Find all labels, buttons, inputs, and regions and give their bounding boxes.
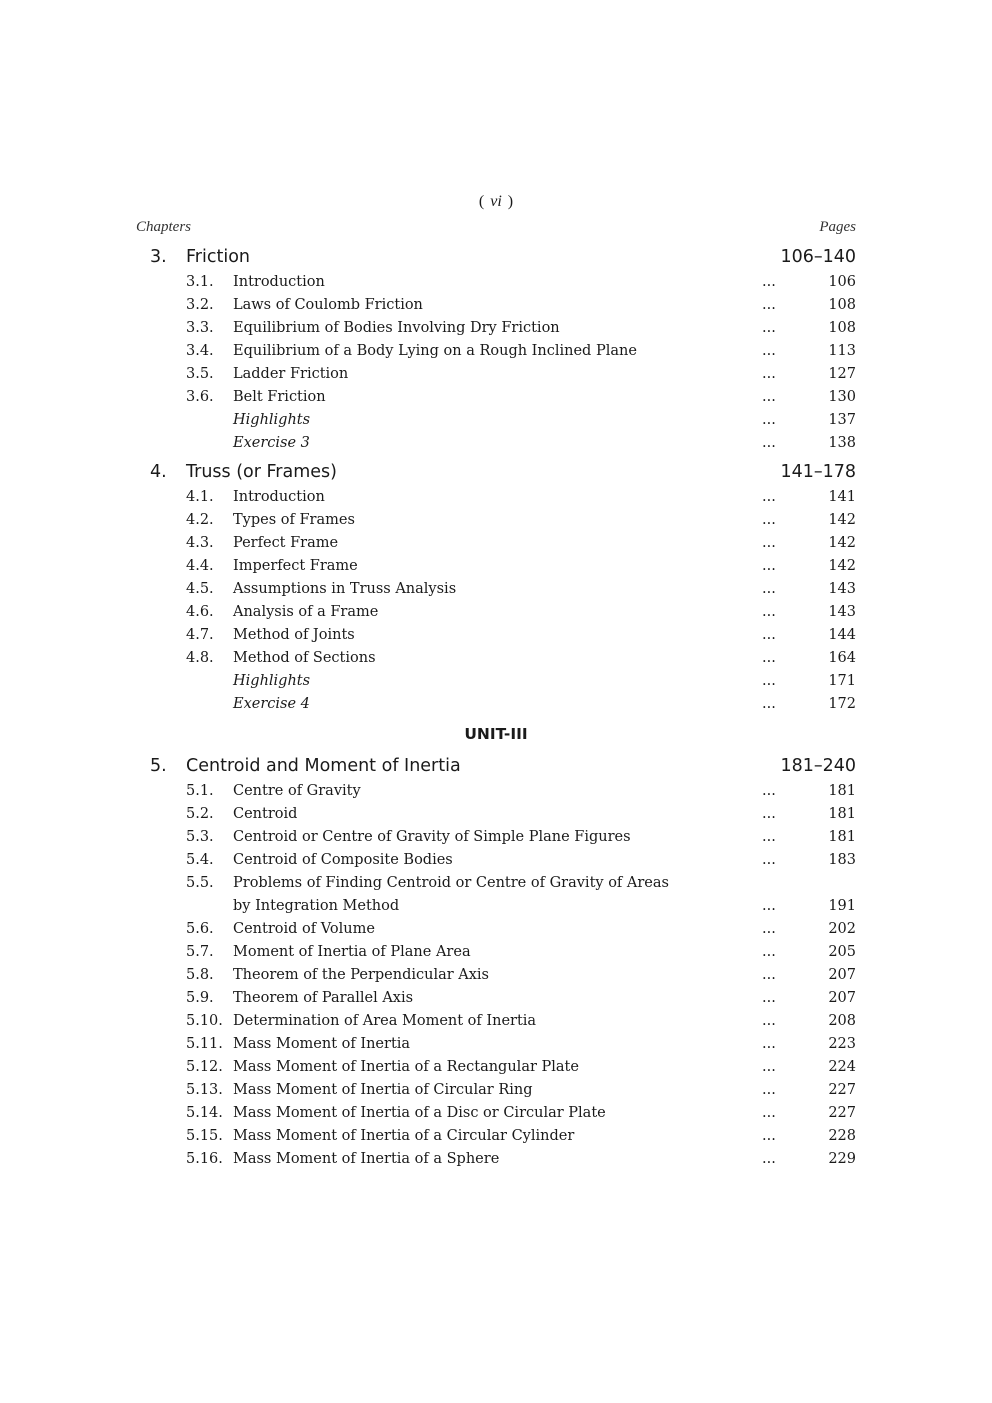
section-number: 5.9.	[186, 990, 214, 1006]
section-number: 5.3.	[186, 829, 214, 845]
page-number-ref: 108	[828, 297, 856, 313]
section-title: Problems of Finding Centroid or Centre of Gravity of Areas	[233, 875, 669, 891]
section-title: Centroid	[233, 806, 298, 822]
dot-leader: ...	[762, 489, 776, 505]
dot-leader: ...	[762, 944, 776, 960]
section-number: 4.5.	[186, 581, 214, 597]
dot-leader: ...	[762, 829, 776, 845]
page-number-ref: 142	[828, 558, 856, 574]
column-header-pages: Pages	[819, 219, 856, 235]
toc-entry[interactable]	[0, 509, 992, 532]
page-number-ref: 113	[828, 343, 856, 359]
section-title: Centre of Gravity	[233, 783, 361, 799]
dot-leader: ...	[762, 806, 776, 822]
page-number-ref: 143	[828, 604, 856, 620]
toc-entry[interactable]	[0, 964, 992, 987]
page-number-ref: 106	[828, 274, 856, 290]
toc-entry[interactable]	[0, 432, 992, 455]
chapter-number: 4.	[150, 462, 167, 482]
chapter-page-range: 141–178	[780, 462, 856, 482]
page-number-close-paren: )	[507, 193, 514, 210]
section-title: Exercise 4	[233, 696, 310, 712]
table-of-contents	[0, 243, 992, 1171]
toc-entry[interactable]	[0, 363, 992, 386]
dot-leader: ...	[762, 558, 776, 574]
dot-leader: ...	[762, 1128, 776, 1144]
page-number-ref: 141	[828, 489, 856, 505]
section-number: 5.6.	[186, 921, 214, 937]
section-title: Assumptions in Truss Analysis	[233, 581, 457, 597]
toc-entry[interactable]	[0, 1010, 992, 1033]
toc-entry[interactable]	[0, 1079, 992, 1102]
dot-leader: ...	[762, 581, 776, 597]
section-title: Types of Frames	[233, 512, 355, 528]
dot-leader: ...	[762, 1082, 776, 1098]
section-title: Mass Moment of Inertia of a Circular Cylinder	[233, 1128, 575, 1144]
page-number	[0, 193, 992, 211]
section-title: Perfect Frame	[233, 535, 339, 551]
section-number: 4.4.	[186, 558, 214, 574]
section-title: Mass Moment of Inertia of a Disc or Circular Plate	[233, 1105, 606, 1121]
dot-leader: ...	[762, 435, 776, 451]
toc-entry[interactable]	[0, 409, 992, 432]
chapter-page-range: 106–140	[780, 247, 856, 267]
dot-leader: ...	[762, 852, 776, 868]
dot-leader: ...	[762, 696, 776, 712]
section-number: 5.14.	[186, 1105, 223, 1121]
page-number-ref: 205	[828, 944, 856, 960]
chapter-heading[interactable]	[0, 752, 992, 780]
section-number: 3.6.	[186, 389, 214, 405]
chapter-title: Centroid and Moment of Inertia	[186, 756, 461, 776]
section-title: Belt Friction	[233, 389, 326, 405]
dot-leader: ...	[762, 274, 776, 290]
page-number-ref: 202	[828, 921, 856, 937]
toc-entry[interactable]	[0, 624, 992, 647]
dot-leader: ...	[762, 921, 776, 937]
column-header-chapters: Chapters	[136, 219, 192, 235]
chapter-number: 5.	[150, 756, 167, 776]
section-title: Mass Moment of Inertia	[233, 1036, 411, 1052]
toc-entry[interactable]	[0, 578, 992, 601]
page-number-ref: 144	[828, 627, 856, 643]
dot-leader: ...	[762, 1059, 776, 1075]
toc-entry[interactable]	[0, 294, 992, 317]
section-title: Moment of Inertia of Plane Area	[233, 944, 471, 960]
toc-entry[interactable]	[0, 532, 992, 555]
section-title: Mass Moment of Inertia of Circular Ring	[233, 1082, 533, 1098]
toc-entry[interactable]	[0, 826, 992, 849]
section-number: 5.7.	[186, 944, 214, 960]
section-number: 5.1.	[186, 783, 214, 799]
page-number-ref: 108	[828, 320, 856, 336]
dot-leader: ...	[762, 604, 776, 620]
toc-entry[interactable]	[0, 1148, 992, 1171]
dot-leader: ...	[762, 673, 776, 689]
section-title: Introduction	[233, 274, 325, 290]
section-title: Centroid or Centre of Gravity of Simple Plane Figures	[233, 829, 631, 845]
toc-entry[interactable]	[0, 693, 992, 716]
unit-heading: UNIT-III	[464, 725, 528, 743]
section-title: by Integration Method	[233, 898, 400, 914]
page-number-ref: 172	[828, 696, 856, 712]
toc-entry[interactable]	[0, 849, 992, 872]
section-number: 3.3.	[186, 320, 214, 336]
page-number-ref: 228	[828, 1128, 856, 1144]
dot-leader: ...	[762, 297, 776, 313]
section-title: Imperfect Frame	[233, 558, 358, 574]
section-title: Ladder Friction	[233, 366, 349, 382]
toc-entry[interactable]	[0, 670, 992, 693]
page-number-ref: 207	[828, 967, 856, 983]
page-number-ref: 183	[828, 852, 856, 868]
dot-leader: ...	[762, 412, 776, 428]
page-number-ref: 142	[828, 535, 856, 551]
toc-entry[interactable]	[0, 647, 992, 670]
section-number: 5.2.	[186, 806, 214, 822]
toc-entry[interactable]	[0, 601, 992, 624]
section-number: 4.3.	[186, 535, 214, 551]
dot-leader: ...	[762, 1013, 776, 1029]
page-number-ref: 227	[828, 1105, 856, 1121]
dot-leader: ...	[762, 389, 776, 405]
toc-entry[interactable]	[0, 340, 992, 363]
dot-leader: ...	[762, 1151, 776, 1167]
section-title: Theorem of Parallel Axis	[233, 990, 414, 1006]
dot-leader: ...	[762, 627, 776, 643]
section-number: 3.1.	[186, 274, 214, 290]
dot-leader: ...	[762, 535, 776, 551]
toc-entry[interactable]	[0, 918, 992, 941]
toc-entry[interactable]	[0, 386, 992, 409]
page-number-ref: 181	[828, 829, 856, 845]
section-title: Centroid of Composite Bodies	[233, 852, 453, 868]
page-number-ref: 229	[828, 1151, 856, 1167]
section-title: Mass Moment of Inertia of a Sphere	[233, 1151, 500, 1167]
page-number-ref: 223	[828, 1036, 856, 1052]
chapter-number: 3.	[150, 247, 167, 267]
page-number-ref: 138	[828, 435, 856, 451]
section-title: Introduction	[233, 489, 325, 505]
chapter-page-range: 181–240	[780, 756, 856, 776]
section-number: 4.1.	[186, 489, 214, 505]
dot-leader: ...	[762, 1105, 776, 1121]
section-title: Exercise 3	[233, 435, 310, 451]
chapter-title: Friction	[186, 247, 250, 267]
page-number-ref: 207	[828, 990, 856, 1006]
section-title: Equilibrium of Bodies Involving Dry Friction	[233, 320, 560, 336]
toc-entry[interactable]	[0, 271, 992, 294]
toc-entry[interactable]	[0, 1033, 992, 1056]
section-title: Theorem of the Perpendicular Axis	[233, 967, 490, 983]
toc-entry[interactable]	[0, 987, 992, 1010]
section-title: Mass Moment of Inertia of a Rectangular Plate	[233, 1059, 579, 1075]
page-number-ref: 137	[828, 412, 856, 428]
section-title: Centroid of Volume	[233, 921, 375, 937]
page-number-ref: 181	[828, 783, 856, 799]
page-number-ref: 191	[828, 898, 856, 914]
toc-entry[interactable]	[0, 872, 992, 895]
dot-leader: ...	[762, 343, 776, 359]
dot-leader: ...	[762, 366, 776, 382]
toc-entry[interactable]	[0, 803, 992, 826]
section-number: 4.8.	[186, 650, 214, 666]
page-number-ref: 181	[828, 806, 856, 822]
page-number-ref: 142	[828, 512, 856, 528]
section-title: Equilibrium of a Body Lying on a Rough Inclined Plane	[233, 343, 637, 359]
page-number-ref: 130	[828, 389, 856, 405]
section-number: 5.13.	[186, 1082, 223, 1098]
section-title: Method of Sections	[233, 650, 376, 666]
page-number-open-paren: (	[478, 193, 485, 210]
section-title: Laws of Coulomb Friction	[233, 297, 423, 313]
section-number: 5.8.	[186, 967, 214, 983]
section-number: 4.2.	[186, 512, 214, 528]
toc-entry[interactable]	[0, 1102, 992, 1125]
dot-leader: ...	[762, 783, 776, 799]
section-number: 5.11.	[186, 1036, 223, 1052]
dot-leader: ...	[762, 967, 776, 983]
page-number-ref: 127	[828, 366, 856, 382]
section-title: Method of Joints	[233, 627, 355, 643]
section-number: 5.12.	[186, 1059, 223, 1075]
chapter-title: Truss (or Frames)	[186, 462, 337, 482]
section-title: Determination of Area Moment of Inertia	[233, 1013, 537, 1029]
section-number: 4.6.	[186, 604, 214, 620]
section-number: 5.15.	[186, 1128, 223, 1144]
toc-entry[interactable]	[0, 780, 992, 803]
section-title: Analysis of a Frame	[233, 604, 379, 620]
section-number: 5.5.	[186, 875, 214, 891]
section-title: Highlights	[233, 673, 311, 689]
section-number: 4.7.	[186, 627, 214, 643]
toc-entry[interactable]	[0, 317, 992, 340]
section-number: 3.5.	[186, 366, 214, 382]
dot-leader: ...	[762, 320, 776, 336]
dot-leader: ...	[762, 650, 776, 666]
section-number: 5.16.	[186, 1151, 223, 1167]
chapter-heading[interactable]	[0, 458, 992, 486]
chapter-heading[interactable]	[0, 243, 992, 271]
toc-entry[interactable]	[0, 895, 992, 918]
page-number-ref: 171	[828, 673, 856, 689]
section-number: 3.4.	[186, 343, 214, 359]
toc-entry[interactable]	[0, 486, 992, 509]
dot-leader: ...	[762, 898, 776, 914]
page-number-ref: 227	[828, 1082, 856, 1098]
dot-leader: ...	[762, 990, 776, 1006]
section-number: 5.4.	[186, 852, 214, 868]
page-number-ref: 224	[828, 1059, 856, 1075]
dot-leader: ...	[762, 512, 776, 528]
toc-entry[interactable]	[0, 1056, 992, 1079]
toc-entry[interactable]	[0, 555, 992, 578]
page-number-ref: 143	[828, 581, 856, 597]
page-number-value: vi	[490, 193, 502, 210]
section-number: 5.10.	[186, 1013, 223, 1029]
toc-entry[interactable]	[0, 941, 992, 964]
section-title: Highlights	[233, 412, 311, 428]
toc-entry[interactable]	[0, 1125, 992, 1148]
page-number-ref: 164	[828, 650, 856, 666]
page-number-ref: 208	[828, 1013, 856, 1029]
section-number: 3.2.	[186, 297, 214, 313]
dot-leader: ...	[762, 1036, 776, 1052]
